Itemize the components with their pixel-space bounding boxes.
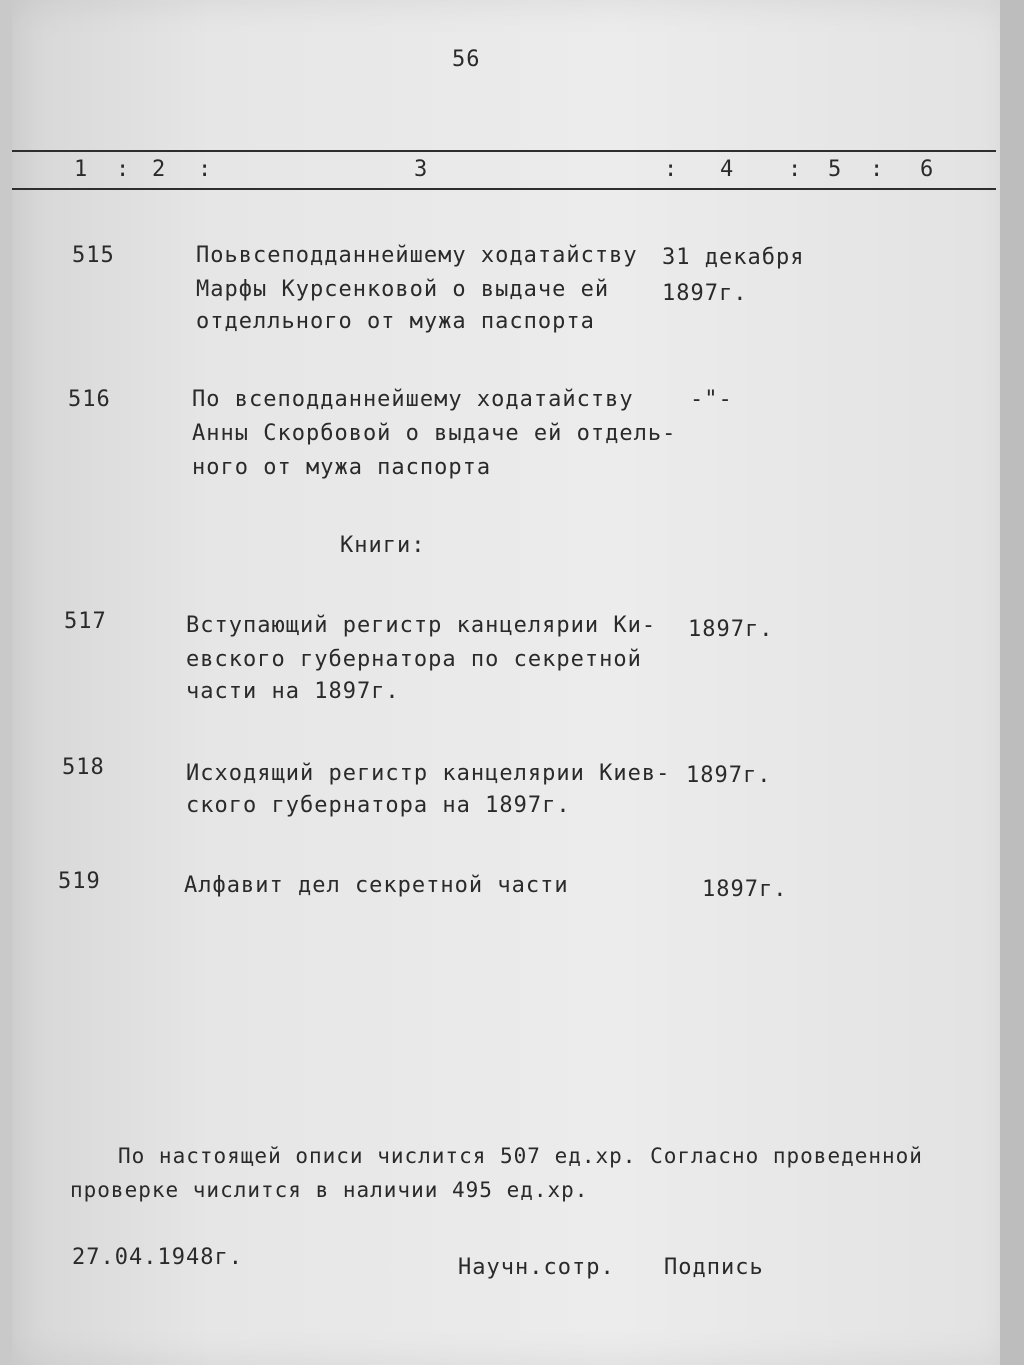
entry-title-line: Исходящий регистр канцелярии Киев- (186, 761, 671, 786)
column-header-6: 6 (920, 157, 935, 182)
entry-title-line: Алфавит дел секретной части (184, 873, 569, 898)
column-separator: : (664, 157, 679, 182)
column-header-1: 1 (74, 157, 89, 182)
entry-date: -"- (690, 387, 733, 412)
column-header-3: 3 (414, 157, 429, 182)
entry-title-line: Марфы Курсенковой о выдаче ей (196, 277, 610, 302)
entry-date: 1897г. (702, 877, 788, 902)
entry-title-line: отделльного от мужа паспорта (196, 309, 595, 334)
column-separator: : (788, 157, 803, 182)
entry-number: 516 (68, 387, 111, 412)
column-separator: : (198, 157, 213, 182)
entry-title-line: ского губернатора на 1897г. (186, 793, 571, 818)
summary-line: проверке числится в наличии 495 ед.хр. (70, 1178, 589, 1202)
column-separator: : (116, 157, 131, 182)
entry-number: 515 (72, 243, 115, 268)
entry-title-line: По всеподданнейшему ходатайству (192, 387, 634, 412)
section-heading: Книги: (340, 533, 426, 558)
entry-title-line: части на 1897г. (186, 679, 400, 704)
entry-date: 1897г. (688, 617, 774, 642)
column-header-2: 2 (152, 157, 167, 182)
entry-date: 1897г. (662, 281, 748, 306)
entry-number: 517 (64, 609, 107, 634)
column-header-4: 4 (720, 157, 735, 182)
entry-number: 519 (58, 869, 101, 894)
footer-role: Научн.сотр. (458, 1255, 615, 1280)
page-number: 56 (452, 47, 481, 72)
summary-line: По настоящей описи числится 507 ед.хр. Согласно проведенной (118, 1144, 923, 1168)
entry-title-line: Вступающий регистр канцелярии Ки- (186, 613, 657, 638)
footer-date: 27.04.1948г. (72, 1245, 243, 1270)
entry-title-line: Анны Скорбовой о выдаче ей отдель- (192, 421, 677, 446)
entry-title-line: Поьвсеподданнейшему ходатайству (196, 243, 638, 268)
entry-date: 31 декабря (662, 245, 805, 270)
header-rule-top (12, 150, 996, 152)
header-rule-bottom (12, 188, 996, 190)
entry-title-line: ного от мужа паспорта (192, 455, 492, 480)
column-header-5: 5 (828, 157, 843, 182)
footer-signature-label: Подпись (664, 1255, 764, 1280)
entry-date: 1897г. (686, 763, 772, 788)
entry-number: 518 (62, 755, 105, 780)
entry-title-line: евского губернатора по секретной (186, 647, 642, 672)
page-edge (1000, 0, 1024, 1365)
column-separator: : (870, 157, 885, 182)
